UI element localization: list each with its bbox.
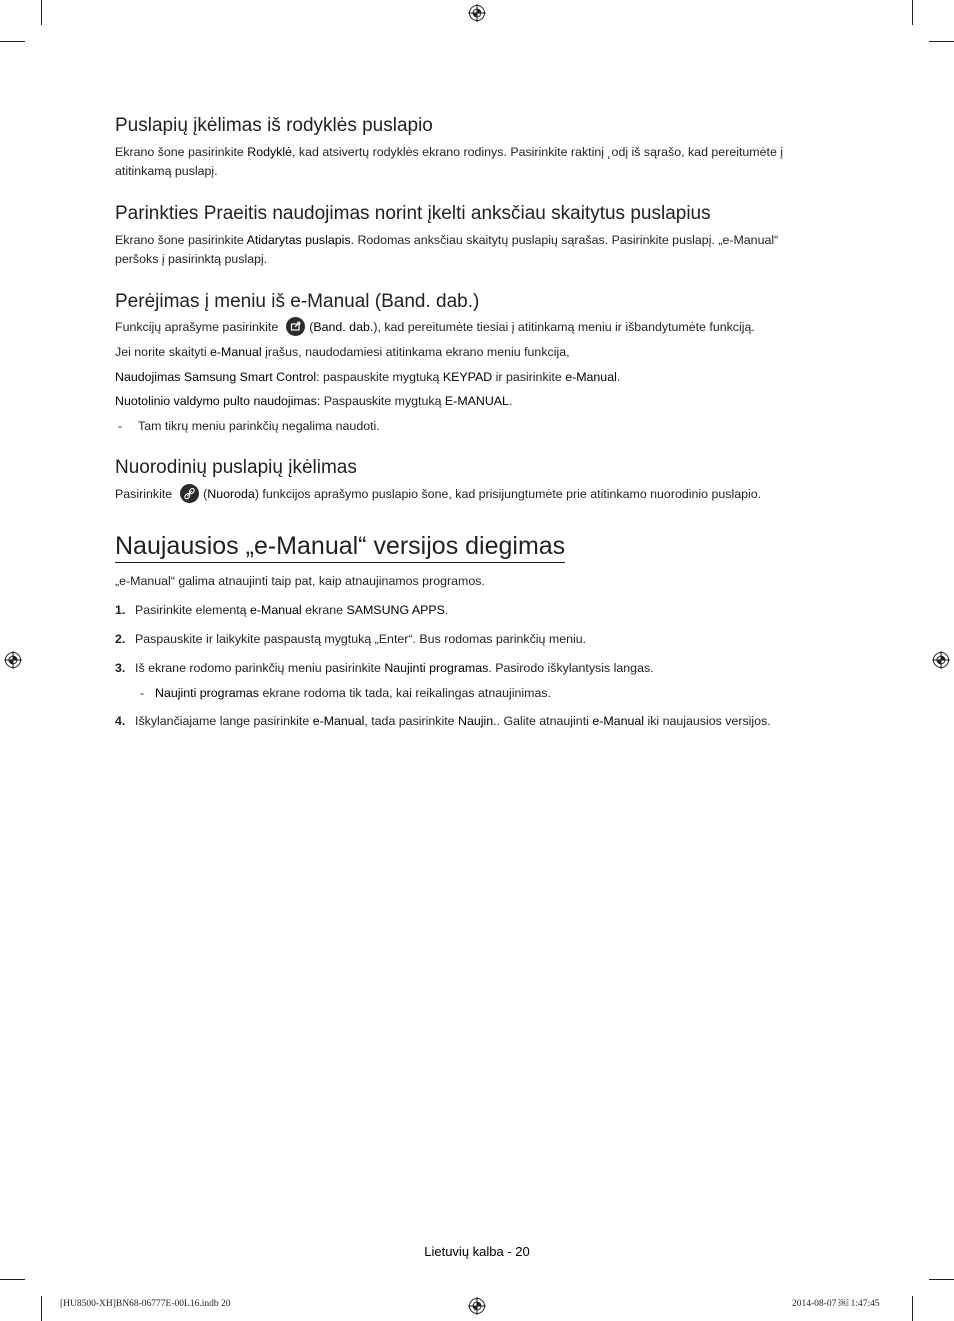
remote-control-line — [115, 392, 815, 411]
text-run: . — [444, 603, 449, 617]
smart-control-line — [115, 368, 815, 387]
button-term-emanual: E-MANUAL — [444, 394, 509, 408]
emanual-line — [115, 343, 815, 362]
menu-term-samsung-apps: SAMSUNG APPS — [346, 603, 445, 617]
step-number: 4. — [115, 714, 126, 728]
text-run: Ekrano šone pasirinkite — [115, 233, 247, 247]
crop-mark-bottom-right-v — [912, 1296, 913, 1321]
note-dash: - — [118, 419, 123, 433]
text-run: . Galite atnaujinti — [496, 714, 593, 728]
page-number-label: Lietuvių kalba - 20 — [424, 1244, 530, 1259]
step-4-text — [135, 714, 771, 728]
text-run: , kad atsivertų rodyklės ekrano rodinys. Pasirinkite raktinį ˛odį iš sąrašo, kad pereitumėte į atitinkamą puslapį. — [115, 145, 784, 178]
crop-mark-top-right-v — [912, 0, 913, 25]
note-line — [115, 417, 815, 436]
link-icon — [180, 484, 199, 503]
menu-term-emanual: e-Manual — [592, 714, 644, 728]
menu-term-link: Nuoroda — [207, 487, 255, 501]
step-3-text — [135, 661, 654, 675]
text-run: Iš ekrane rodomo parinkčių meniu pasirinkite — [135, 661, 385, 675]
label-smart-control: Naudojimas Samsung Smart Control — [115, 370, 317, 384]
crop-mark-top-right-h — [929, 41, 954, 42]
update-title: Naujausios „e-Manual“ versijos diegimas — [115, 532, 565, 563]
text-run: Funkcijų aprašyme pasirinkite — [115, 320, 279, 334]
text-run: . Rodomas anksčiau skaitytų puslapių sąrašas. Pasirinkite puslapį. „e-Manual“ peršoks į pasirinktą puslapį. — [115, 233, 779, 266]
link-line — [115, 485, 815, 504]
note-dash: - — [140, 686, 145, 700]
text-run: ekrane — [301, 603, 347, 617]
text-run: , tada pasirinkite — [364, 714, 459, 728]
text-run: Iškylančiajame lange pasirinkite — [135, 714, 313, 728]
section-paragraph-history — [115, 231, 815, 269]
menu-term-emanual: e-Manual — [312, 714, 365, 728]
section-heading-history: Parinkties Praeitis naudojimas norint įkelti anksčiau skaitytus puslapius — [115, 203, 711, 224]
imprint-timestamp: 2014-08-07 ￼ 1:47:45 — [792, 1299, 880, 1309]
text-run: . Pasirodo iškylantysis langas. — [488, 661, 654, 675]
registration-mark-icon — [932, 651, 950, 669]
text-run: įrašus, naudodamiesi atitinkama ekrano meniu funkcija, — [261, 345, 570, 359]
step-2-text — [135, 632, 586, 646]
section-heading-link: Nuorodinių puslapių įkėlimas — [115, 457, 357, 478]
text-run: Pasirinkite elementą — [135, 603, 251, 617]
text-run: Jei norite skaityti — [115, 345, 211, 359]
button-term-keypad: KEYPAD — [442, 370, 493, 384]
imprint-file-info: [HU8500-XH]BN68-06777E-00L16.indb 20 — [60, 1299, 231, 1309]
menu-term-update-apps: Naujinti programas — [384, 661, 489, 675]
menu-term-index: Rodyklė — [247, 145, 293, 159]
menu-term-try-now: Band. dab. — [313, 320, 374, 334]
crop-mark-top-left-h — [0, 41, 25, 42]
text-run: ekrane rodoma tik tada, kai reikalingas atnaujinimas. — [259, 686, 552, 700]
text-run: ) funkcijos aprašymo puslapio šone, kad prisijungtumėte prie atitinkamo nuorodinio puslapio. — [254, 487, 762, 501]
menu-term-update-apps: Naujinti programas — [155, 686, 259, 700]
registration-mark-icon — [468, 1297, 486, 1315]
text-run: ( — [309, 320, 314, 334]
menu-term-emanual: e-Manual — [565, 370, 617, 384]
crop-mark-top-left-v — [41, 0, 42, 25]
label-remote-control: Nuotolinio valdymo pulto naudojimas — [115, 394, 317, 408]
menu-term-emanual: e-Manual — [250, 603, 302, 617]
text-run: Pasirinkite — [115, 487, 173, 501]
step-number: 3. — [115, 661, 126, 675]
section-paragraph-index — [115, 143, 815, 181]
text-run: ir pasirinkite — [492, 370, 566, 384]
menu-term-opened-page: Atidarytas puslapis — [246, 233, 351, 247]
step-3-subnote — [140, 686, 551, 700]
crop-mark-bottom-left-v — [41, 1296, 42, 1321]
try-now-icon — [286, 317, 305, 336]
section-heading-index: Puslapių įkėlimas iš rodyklės puslapio — [115, 115, 433, 136]
note-text: Tam tikrų meniu parinkčių negalima naudoti. — [138, 419, 380, 433]
text-run: : paspauskite mygtuką — [316, 370, 443, 384]
text-run: Paspauskite ir laikykite paspaustą mygtuką „Enter“. Bus rodomas parinkčių meniu. — [135, 632, 587, 646]
update-intro: „e-Manual“ galima atnaujinti taip pat, kaip atnaujinamos programos. — [115, 574, 485, 588]
registration-mark-icon — [4, 651, 22, 669]
step-number: 2. — [115, 632, 126, 646]
text-run: ( — [203, 487, 208, 501]
crop-mark-bottom-right-h — [929, 1279, 954, 1280]
text-run: : Paspauskite mygtuką — [316, 394, 445, 408]
section-heading-try-now: Perėjimas į meniu iš e-Manual (Band. dab.) — [115, 291, 480, 312]
text-run: . — [508, 394, 513, 408]
try-now-line — [115, 318, 815, 337]
crop-mark-bottom-left-h — [0, 1279, 25, 1280]
menu-term-update: Naujin. — [458, 714, 497, 728]
text-run: iki naujausios versijos. — [644, 714, 771, 728]
registration-mark-icon — [468, 4, 486, 22]
menu-term-emanual: e-Manual — [210, 345, 262, 359]
text-run: ), kad pereitumėte tiesiai į atitinkamą meniu ir išbandytumėte funkciją. — [373, 320, 755, 334]
step-number: 1. — [115, 603, 126, 617]
text-run: Ekrano šone pasirinkite — [115, 145, 248, 159]
step-1-text — [135, 603, 448, 617]
text-run: . — [616, 370, 621, 384]
